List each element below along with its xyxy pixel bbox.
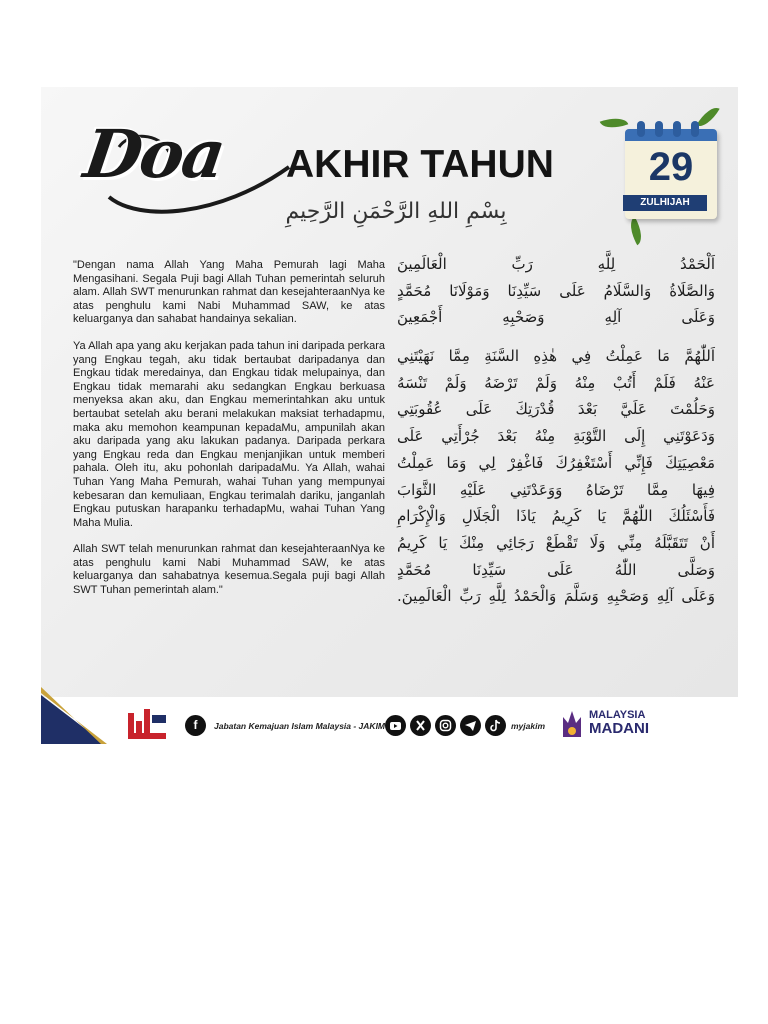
tiktok-icon[interactable] [485,715,506,736]
calendar-ring-icon [637,121,645,137]
title-main: AKHIR TAHUN [286,143,554,186]
malaysia-madani-logo [559,709,659,739]
madani-top-text: MALAYSIA [589,709,646,721]
arabic-prayer [397,251,715,610]
poster [41,87,738,744]
arabic-line: وَعَلَى آلِهِ وَصَحْبِهِ أَجْمَعِينَ [397,308,715,327]
arabic-line: وَصَلَّى اللّٰهُ عَلَى سَيِّدِنَا مُحَمَّدٍ [397,560,715,579]
basmala: بِسْمِ اللهِ الرَّحْمَنِ الرَّحِيمِ [285,199,507,224]
calendar-day: 29 [648,145,694,189]
arabic-line: فِيهَا مِمَّا تَرْضَاهُ وَوَعَدْتَنِي عَلَيْهِ الثَّوَابَ [397,480,715,499]
youtube-icon[interactable] [385,715,406,736]
malay-paragraph: Ya Allah apa yang aku kerjakan pada tahun ini daripada perkara yang Engkau tegah, aku tidak bertaubat daripadanya dan Engkau tidak meredainya, dan Engkau tidak melupainya, dan Engkau tidak memarahi aku sedangkan Engkau berkuasa menyeksa akan aku, dan Engkau memerintahkan aku untuk bertaubat setelah aku berani melakukan maksiat terhadapmu, maka aku memohon keampunan kepadaMu, ampunilah akan aku daripada yang aku lakukan padanya. Daripada perkara yang Engkau reda dan Engkau menjanjikan untuk memberi pahala. Oleh itu, aku pohonlah daripadaMu. Ya Allah, wahai Tuhan Yang Maha Pemurah, wahai Tuhan yang mempunyai kebesaran dan kemuliaan, Engkau terimalah dariku, janganlah Engkau putuskan harapanku terhadapMu, wahai Tuhan Yang Maha Mulia. [73,339,385,529]
calendar-ring-icon [673,121,681,137]
title-script: Doa [79,115,229,193]
facebook-icon[interactable]: f [185,715,206,736]
calendar-ring-icon [691,121,699,137]
arabic-line: وَالصَّلَاةُ وَالسَّلَامُ عَلَى سَيِّدِنَا وَمَوْلَانَا مُحَمَّدٍ [397,281,715,300]
arabic-line: فَأَسْئَلُكَ اللّٰهُمَّ يَا كَرِيمُ يَاذَا الْجَلَالِ وَالْإِكْرَامِ [397,507,715,526]
x-icon[interactable] [410,715,431,736]
arabic-line: أَنْ تَتَقَبَّلَهُ مِنِّي وَلَا تَقْطَعْ رَجَائِي مِنْكَ يَا كَرِيمُ [397,533,715,552]
arabic-line: وَعَلَى آلِهِ وَصَحْبِهِ وَسَلَّمَ وَالْحَمْدُ لِلَّهِ رَبِّ الْعَالَمِينَ. [397,587,715,606]
arabic-line: وَحَلُمْتَ عَلَيَّ بَعْدَ قُدْرَتِكَ عَلَى عُقُوبَتِي [397,400,715,419]
arabic-line: اَللّٰهُمَّ مَا عَمِلْتُ فِي هٰذِهِ السَّنَةِ مِمَّا نَهَيْتَنِي [397,347,715,366]
arabic-spacer [397,331,715,343]
calendar-badge [621,117,717,217]
malay-translation [73,259,385,611]
jakim-logo [128,707,166,741]
arabic-line: عَنْهُ فَلَمْ أَتُبْ مِنْهُ وَلَمْ تَرْضَهُ وَلَمْ تَنْسَهُ [397,373,715,392]
calendar-ring-icon [655,121,663,137]
telegram-icon[interactable] [460,715,481,736]
footer-corner-stripe [41,685,111,744]
malay-paragraph: "Dengan nama Allah Yang Maha Pemurah lagi Maha Mengasihani. Segala Puji bagi Allah Tuhan pemerintah seluruh alam. Allah SWT menurunkan rahmat dan kesejahteraanNya ke atas penghulu kami Nabi Muhammad SAW, ke atas keluarganya dan sahabat handainya sekalian. [73,259,385,326]
arabic-line: اَلْحَمْدُ لِلَّهِ رَبِّ الْعَالَمِينَ [397,255,715,273]
arabic-line: مَعْصِيَتِكَ فَإِنِّي أَسْتَغْفِرُكَ فَاغْفِرْ لِي وَمَا عَمِلْتُ [397,453,715,472]
madani-emblem-icon [559,709,585,739]
social-handle: myjakim [511,721,546,731]
instagram-icon[interactable] [435,715,456,736]
calendar-month: ZULHIJAH [623,195,707,211]
arabic-line: وَدَعَوْتَنِي إِلَى التَّوْبَةِ مِنْهُ بَعْدَ جُرْأَتِي عَلَى [397,427,715,446]
madani-bottom-text: MADANI [589,720,649,737]
malay-paragraph: Allah SWT telah menurunkan rahmat dan kesejahteraanNya ke atas penghulu kami Nabi Muhammad SAW, ke atas keluarganya dan sahabatnya kesemua.Segala puji bagi Allah SWT Tuhan pemerintah alam." [73,543,385,597]
facebook-page-label: Jabatan Kemajuan Islam Malaysia - JAKIM [214,721,386,731]
